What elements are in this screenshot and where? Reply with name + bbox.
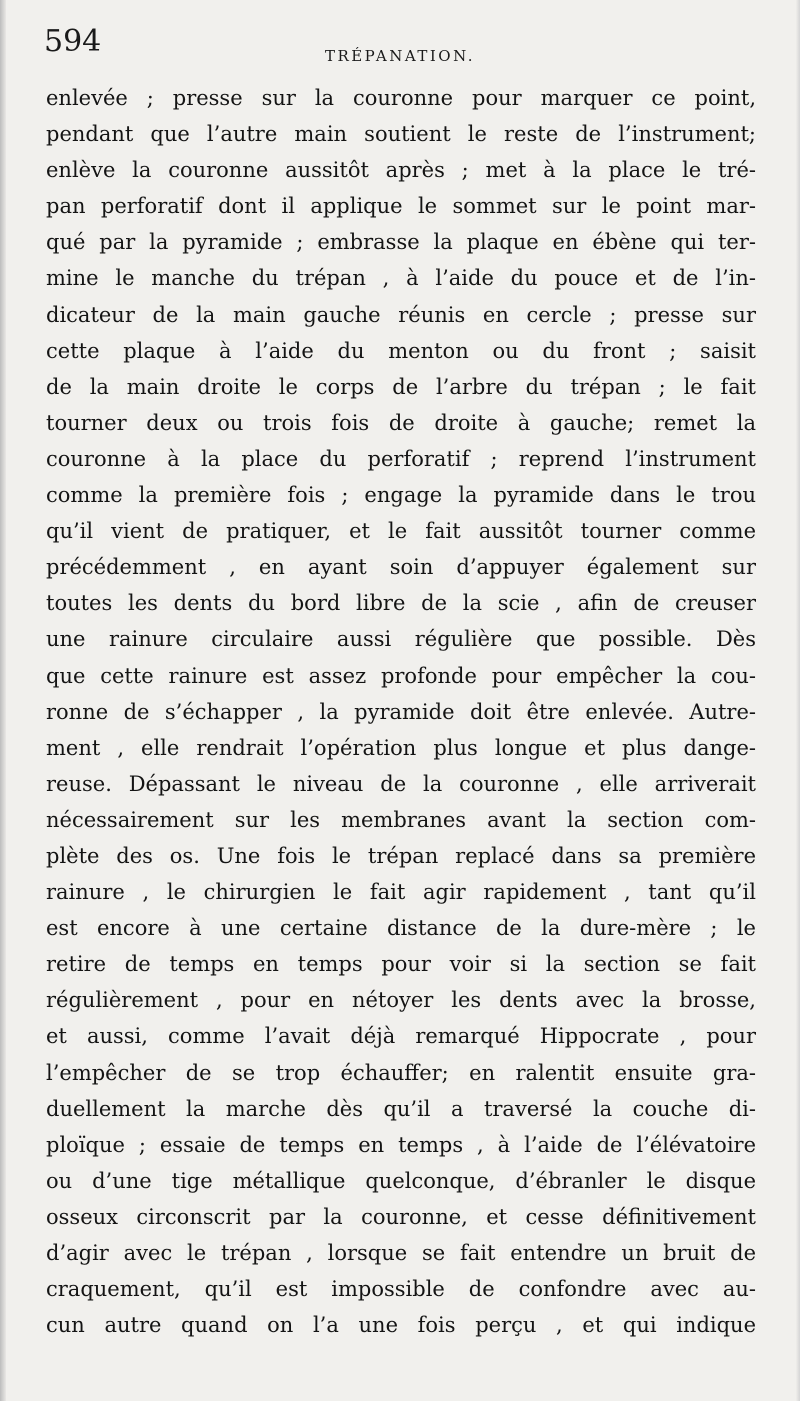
text-line: tourner deux ou trois fois de droite à gauche; remet la bbox=[46, 410, 756, 435]
text-line: mine le manche du trépan , à l’aide du pouce et de l’in- bbox=[46, 266, 756, 291]
text-line: nécessairement sur les membranes avant la section com- bbox=[46, 807, 756, 832]
text-line: enlevée ; presse sur la couronne pour marquer ce point, bbox=[46, 86, 756, 110]
text-line: retire de temps en temps pour voir si la section se fait bbox=[46, 952, 756, 977]
text-line: plète des os. Une fois le trépan replacé dans sa première bbox=[46, 843, 756, 868]
text-line: toutes les dents du bord libre de la scie , afin de creuser bbox=[46, 591, 756, 616]
page-left-edge bbox=[0, 0, 6, 1401]
text-line: de la main droite le corps de l’arbre du trépan ; le fait bbox=[46, 374, 756, 399]
page-number: 594 bbox=[44, 24, 102, 59]
text-line: une rainure circulaire aussi régulière que possible. Dès bbox=[46, 627, 756, 652]
text-line: qué par la pyramide ; embrasse la plaque en ébène qui ter- bbox=[46, 230, 756, 255]
text-line: d’agir avec le trépan , lorsque se fait entendre un bruit de bbox=[46, 1241, 756, 1265]
text-line: et aussi, comme l’avait déjà remarqué Hippocrate , pour bbox=[46, 1024, 756, 1049]
text-line: l’empêcher de se trop échauffer; en ralentit ensuite gra- bbox=[46, 1060, 756, 1085]
text-line: enlève la couronne aussitôt après ; met à la place le tré- bbox=[46, 158, 756, 183]
text-line: ment , elle rendrait l’opération plus longue et plus dange- bbox=[46, 735, 756, 760]
text-line: craquement, qu’il est impossible de confondre avec au- bbox=[46, 1277, 756, 1302]
text-line: rainure , le chirurgien le fait agir rapidement , tant qu’il bbox=[46, 880, 756, 905]
text-line: couronne à la place du perforatif ; reprend l’instrument bbox=[46, 446, 756, 471]
body-text bbox=[46, 80, 756, 1343]
text-line: que cette rainure est assez profonde pour empêcher la cou- bbox=[46, 663, 756, 688]
page-right-edge bbox=[796, 0, 800, 1401]
text-line: ronne de s’échapper , la pyramide doit être enlevée. Autre- bbox=[46, 699, 756, 724]
text-line: duellement la marche dès qu’il a traversé la couche di- bbox=[46, 1096, 756, 1121]
text-line: est encore à une certaine distance de la dure-mère ; le bbox=[46, 916, 756, 941]
text-line: cun autre quand on l’a une fois perçu , et qui indique bbox=[46, 1313, 756, 1338]
text-line: qu’il vient de pratiquer, et le fait aussitôt tourner comme bbox=[46, 519, 756, 544]
text-line: osseux circonscrit par la couronne, et cesse définitivement bbox=[46, 1204, 756, 1229]
text-line: reuse. Dépassant le niveau de la couronne , elle arriverait bbox=[46, 771, 756, 796]
text-line: régulièrement , pour en nétoyer les dents avec la brosse, bbox=[46, 988, 756, 1013]
text-line: ploïque ; essaie de temps en temps , à l’aide de l’élévatoire bbox=[46, 1132, 756, 1157]
text-line: dicateur de la main gauche réunis en cercle ; presse sur bbox=[46, 302, 756, 327]
text-line: cette plaque à l’aide du menton ou du front ; saisit bbox=[46, 338, 756, 363]
text-line: pendant que l’autre main soutient le reste de l’instrument; bbox=[46, 122, 756, 147]
text-line: pan perforatif dont il applique le sommet sur le point mar- bbox=[46, 194, 756, 219]
text-line: précédemment , en ayant soin d’appuyer également sur bbox=[46, 555, 756, 580]
text-line: comme la première fois ; engage la pyramide dans le trou bbox=[46, 483, 756, 508]
running-head: TRÉPANATION. bbox=[324, 47, 476, 65]
text-line: ou d’une tige métallique quelconque, d’ébranler le disque bbox=[46, 1168, 756, 1193]
